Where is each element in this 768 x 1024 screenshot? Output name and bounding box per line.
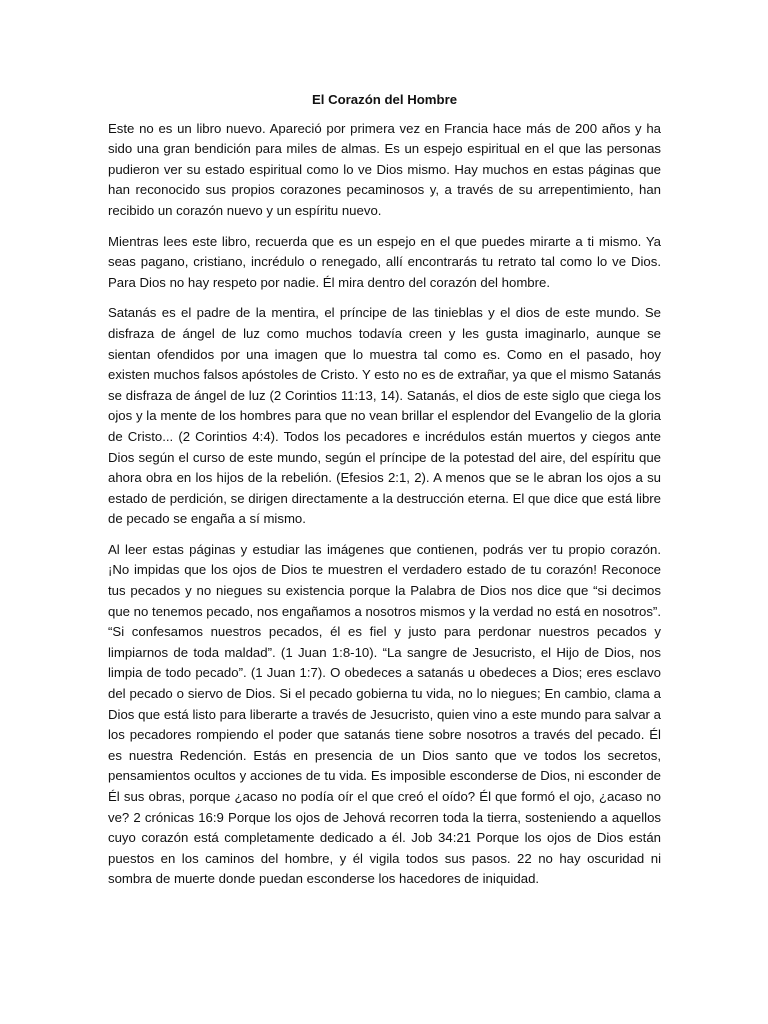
- paragraph-1: Este no es un libro nuevo. Apareció por primera vez en Francia hace más de 200 años y ha sido una gran bendición para miles de almas. Es un espejo espiritual en el que las personas pudieron ver su estado espiritual como lo ve Dios mismo. Hay muchos en estas páginas que han reconocido sus propios corazones pecaminosos y, a través de su arrepentimiento, han recibido un corazón nuevo y un espíritu nuevo.: [108, 120, 661, 218]
- document-title: El Corazón del Hombre: [311, 92, 458, 107]
- paragraph-3: Satanás es el padre de la mentira, el príncipe de las tinieblas y el dios de este mundo. Se disfraza de ángel de luz como muchos todavía creen y les gusta imaginarlo, aunque se sientan ofendidos por una imagen que lo muestra tal como es. Como en el pasado, hoy existen muchos falsos apóstoles de Cristo. Y esto no es de extrañar, ya que el mismo Satanás se disfraza de ángel de luz (2 Corintios 11:13, 14). Satanás, el dios de este siglo que ciega los ojos y la mente de los hombres para que no vean brillar el esplendor del Evangelio de la gloria de Cristo... (2 Corintios 4:4). Todos los pecadores e incrédulos están muertos y ciegos ante Dios según el curso de este mundo, según el príncipe de la potestad del aire, del espíritu que ahora obra en los hijos de la rebelión. (Efesios 2:1, 2). A menos que se le abran los ojos a su estado de perdición, se dirigen directamente a la destrucción eterna. El que dice que está libre de pecado se engaña a sí mismo.: [108, 305, 661, 527]
- document-page: [108, 90, 661, 890]
- paragraph-4: Al leer estas páginas y estudiar las imágenes que contienen, podrás ver tu propio corazón. ¡No impidas que los ojos de Dios te muestren el verdadero estado de tu corazón! Reconoce tus pecados y no niegues su existencia porque la Palabra de Dios nos dice que “si decimos que no tenemos pecado, nos engañamos a nosotros mismos y la verdad no está en nosotros”. “Si confesamos nuestros pecados, él es fiel y justo para perdonar nuestros pecados y limpiarnos de toda maldad”. (1 Juan 1:8-10). “La sangre de Jesucristo, el Hijo de Dios, nos limpia de todo pecado”. (1 Juan 1:7). O obedeces a satanás u obedeces a Dios; eres esclavo del pecado o siervo de Dios. Si el pecado gobierna tu vida, no lo niegues; En cambio, clama a Dios que está listo para liberarte a través de Jesucristo, quien vino a este mundo para salvar a los pecadores rompiendo el poder que satanás tiene sobre nosotros a través del pecado. Él es nuestra Redención. Estás en presencia de un Dios santo que ve todos los secretos, pensamientos ocultos y acciones de tu vida. Es imposible esconderse de Dios, ni esconder de Él sus obras, porque ¿acaso no podía oír el que creó el oído? Él que formó el ojo, ¿acaso no ve? 2 crónicas 16:9 Porque los ojos de Jehová recorren toda la tierra, sosteniendo a aquellos cuyo corazón está completamente dedicado a él. Job 34:21 Porque los ojos de Dios están puestos en los caminos del hombre, y él vigila todos sus pasos. 22 no hay oscuridad ni sombra de muerte donde puedan esconderse los hacedores de iniquidad.: [108, 541, 661, 887]
- paragraph-2: Mientras lees este libro, recuerda que es un espejo en el que puedes mirarte a ti mismo. Ya seas pagano, cristiano, incrédulo o renegado, allí encontrarás tu retrato tal como lo ve Dios. Para Dios no hay respeto por nadie. Él mira dentro del corazón del hombre.: [108, 233, 661, 290]
